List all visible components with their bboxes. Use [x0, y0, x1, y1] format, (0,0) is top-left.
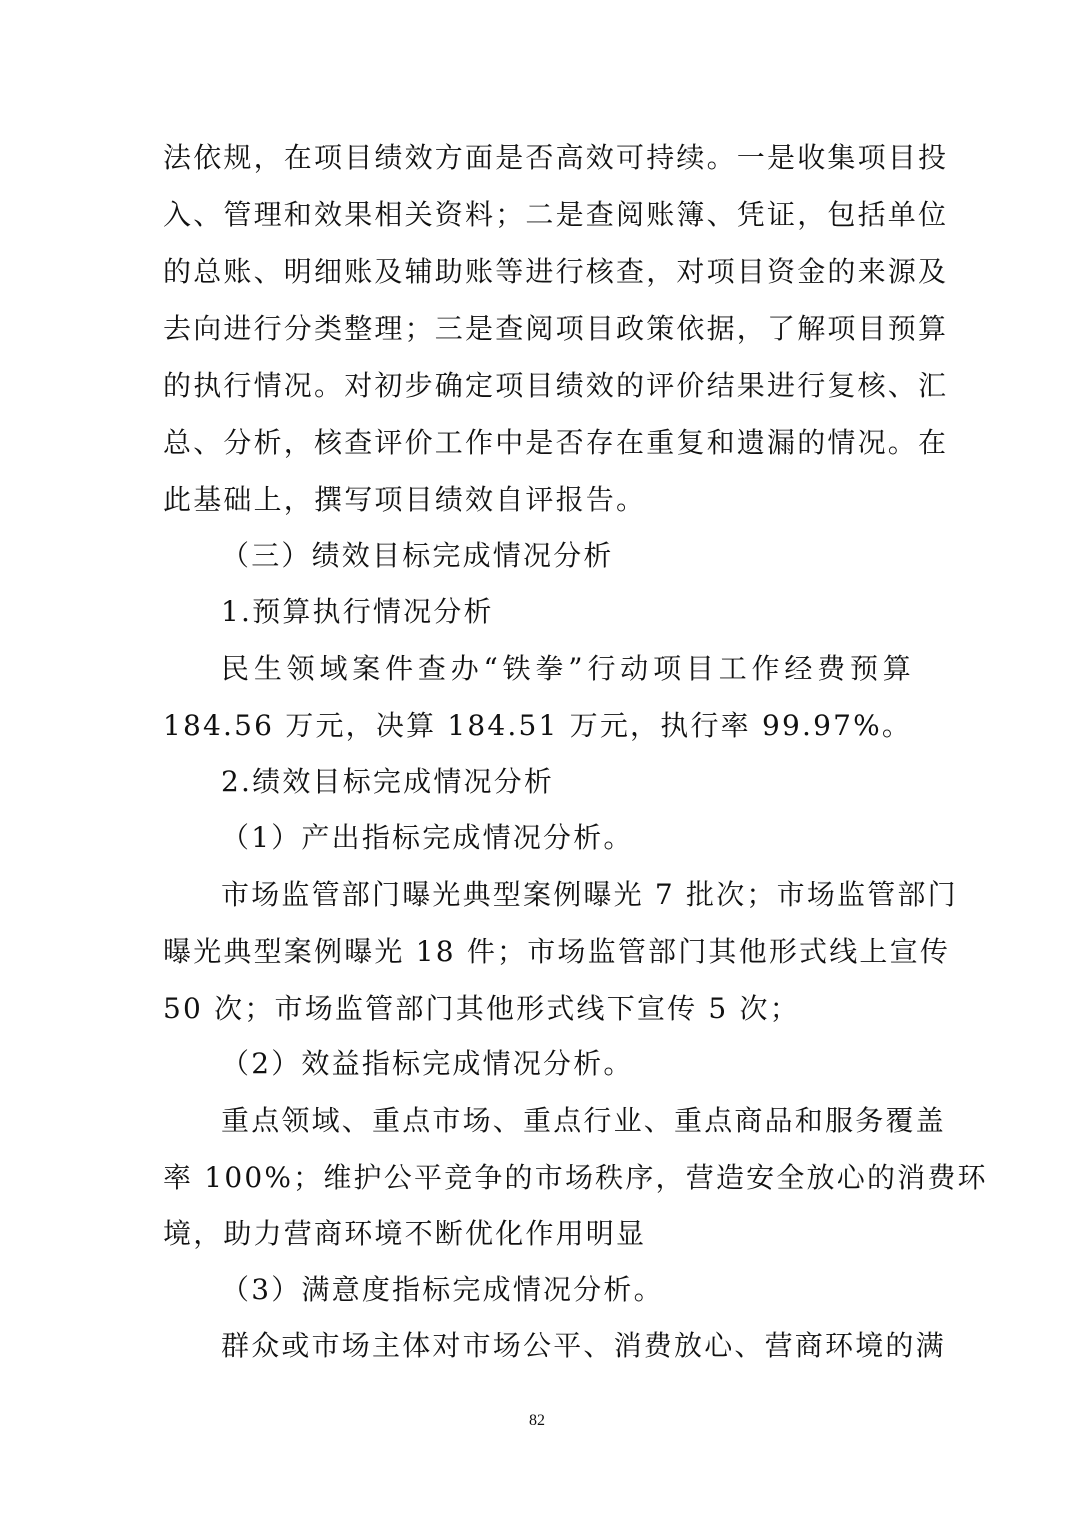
item-heading: （2）效益指标完成情况分析。 — [221, 1047, 634, 1080]
paragraph-line: 的总账、明细账及辅助账等进行核查，对项目资金的来源及 — [163, 255, 949, 288]
paragraph-line: 50 次；市场监管部门其他形式线下宣传 5 次； — [163, 992, 800, 1025]
paragraph-line: 群众或市场主体对市场公平、消费放心、营商环境的满 — [221, 1329, 946, 1362]
paragraph-line: 此基础上，撰写项目绩效自评报告。 — [163, 483, 647, 516]
item-heading: （1）产出指标完成情况分析。 — [221, 821, 634, 854]
paragraph-line: 总、分析，核查评价工作中是否存在重复和遗漏的情况。在 — [163, 426, 949, 459]
page-number: 82 — [529, 1412, 545, 1429]
paragraph-line: 184.56 万元，决算 184.51 万元，执行率 99.97%。 — [163, 709, 913, 742]
item-heading: （3）满意度指标完成情况分析。 — [221, 1273, 664, 1306]
paragraph-line: 曝光典型案例曝光 18 件；市场监管部门其他形式线上宣传 — [163, 935, 951, 968]
paragraph-line: 的执行情况。对初步确定项目绩效的评价结果进行复核、汇 — [163, 369, 949, 402]
subsection-heading: 2.绩效目标完成情况分析 — [221, 765, 555, 798]
subsection-heading: 1.预算执行情况分析 — [221, 595, 494, 628]
paragraph-line: 民生领域案件查办“铁拳”行动项目工作经费预算 — [221, 652, 913, 685]
paragraph-line: 市场监管部门曝光典型案例曝光 7 批次；市场监管部门 — [221, 878, 958, 911]
paragraph-line: 法依规，在项目绩效方面是否高效可持续。一是收集项目投 — [163, 141, 949, 174]
section-heading: （三）绩效目标完成情况分析 — [221, 539, 614, 572]
paragraph-line: 境，助力营商环境不断优化作用明显 — [163, 1217, 647, 1250]
paragraph-line: 重点领域、重点市场、重点行业、重点商品和服务覆盖 — [221, 1104, 946, 1137]
paragraph-line: 率 100%；维护公平竞争的市场秩序，营造安全放心的消费环 — [163, 1161, 988, 1194]
paragraph-line: 入、管理和效果相关资料；二是查阅账簿、凭证，包括单位 — [163, 198, 949, 231]
paragraph-line: 去向进行分类整理；三是查阅项目政策依据，了解项目预算 — [163, 312, 949, 345]
